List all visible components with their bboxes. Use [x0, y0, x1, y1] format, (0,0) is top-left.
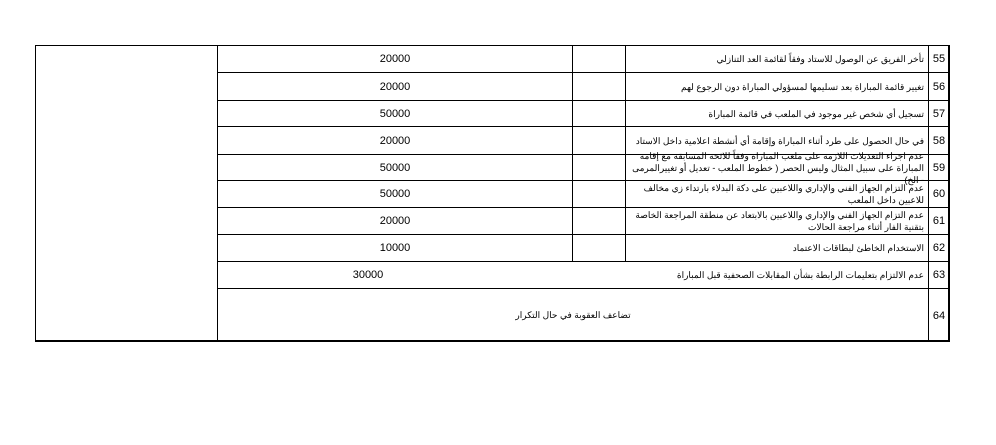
blank-cell: [572, 127, 625, 154]
amount-cell: 20000: [379, 80, 411, 93]
blank-cell: [572, 208, 625, 234]
row-number: 63: [928, 262, 949, 288]
description-cell: في حال الحصول على طرد أثناء المباراة وإقامة أي أنشطة اعلامية داخل الاستاد: [625, 127, 928, 154]
blank-cell: [572, 73, 625, 100]
row-number: 64: [928, 289, 949, 342]
table-row: [218, 181, 949, 208]
row-number: 57: [928, 101, 949, 126]
amount-cell: 30000: [352, 269, 384, 281]
table-row: [218, 73, 949, 101]
table-row: [218, 235, 949, 262]
amount-cell: 50000: [379, 161, 411, 174]
description-cell: الاستخدام الخاطئ لبطاقات الاعتماد: [625, 235, 928, 261]
table-row: [218, 289, 949, 342]
description-cell: تغيير قائمة المباراة بعد تسليمها لمسؤولي المباراة دون الرجوع لهم: [625, 73, 928, 100]
blank-cell: [572, 181, 625, 207]
blank-cell: [572, 45, 625, 72]
row-number: 59: [928, 155, 949, 180]
row-number: 60: [928, 181, 949, 207]
row-number: 58: [928, 127, 949, 154]
table-row: [218, 101, 949, 127]
description-cell: عدم الالتزام بتعليمات الرابطة بشأن المقابلات الصحفية قبل المباراة: [676, 269, 924, 280]
amount-cell: 50000: [379, 188, 411, 200]
blank-cell: [572, 155, 625, 180]
table-row: [218, 150, 949, 185]
amount-cell: 20000: [379, 215, 411, 227]
table-row: [218, 45, 949, 73]
row-number: 55: [928, 45, 949, 72]
amount-cell: 20000: [379, 134, 411, 147]
blank-cell: [572, 101, 625, 126]
amount-cell: 50000: [379, 107, 411, 120]
amount-cell: 10000: [379, 242, 411, 254]
row-number: 56: [928, 73, 949, 100]
note-cell: تضاعف العقوبة في حال التكرار: [515, 310, 631, 320]
description-cell: تأخر الفريق عن الوصول للاستاد وفقاً لقائمة العد التنازلي: [625, 45, 928, 72]
amount-cell: 20000: [379, 52, 411, 65]
empty-left-column: [35, 45, 218, 342]
description-cell: تسجيل أي شخص غير موجود في الملعب في قائمة المباراة: [625, 101, 928, 126]
table-row: [218, 208, 949, 235]
description-cell: عدم التزام الجهاز الفني والإداري واللاعبين على دكة البدلاء بارتداء زي مخالف للاعبين داخل الملعب: [625, 181, 928, 207]
blank-cell: [572, 235, 625, 261]
description-cell: عدم اجراء التعديلات اللازمة على ملعب المباراة وفقاً للائحة المسابقة مع إقامة المباراة على سبيل المثال وليس الحصر ( خطوط الملعب - تعديل أو تغييرالمرمى - الخ): [625, 155, 928, 180]
row-number: 62: [928, 235, 949, 261]
description-cell: عدم التزام الجهاز الفني والإداري واللاعبين بالابتعاد عن منطقة المراجعة الخاصة بتقنية الفار أثناء مراجعة الحالات: [625, 208, 928, 234]
table-row: [218, 262, 949, 289]
row-number: 61: [928, 208, 949, 234]
